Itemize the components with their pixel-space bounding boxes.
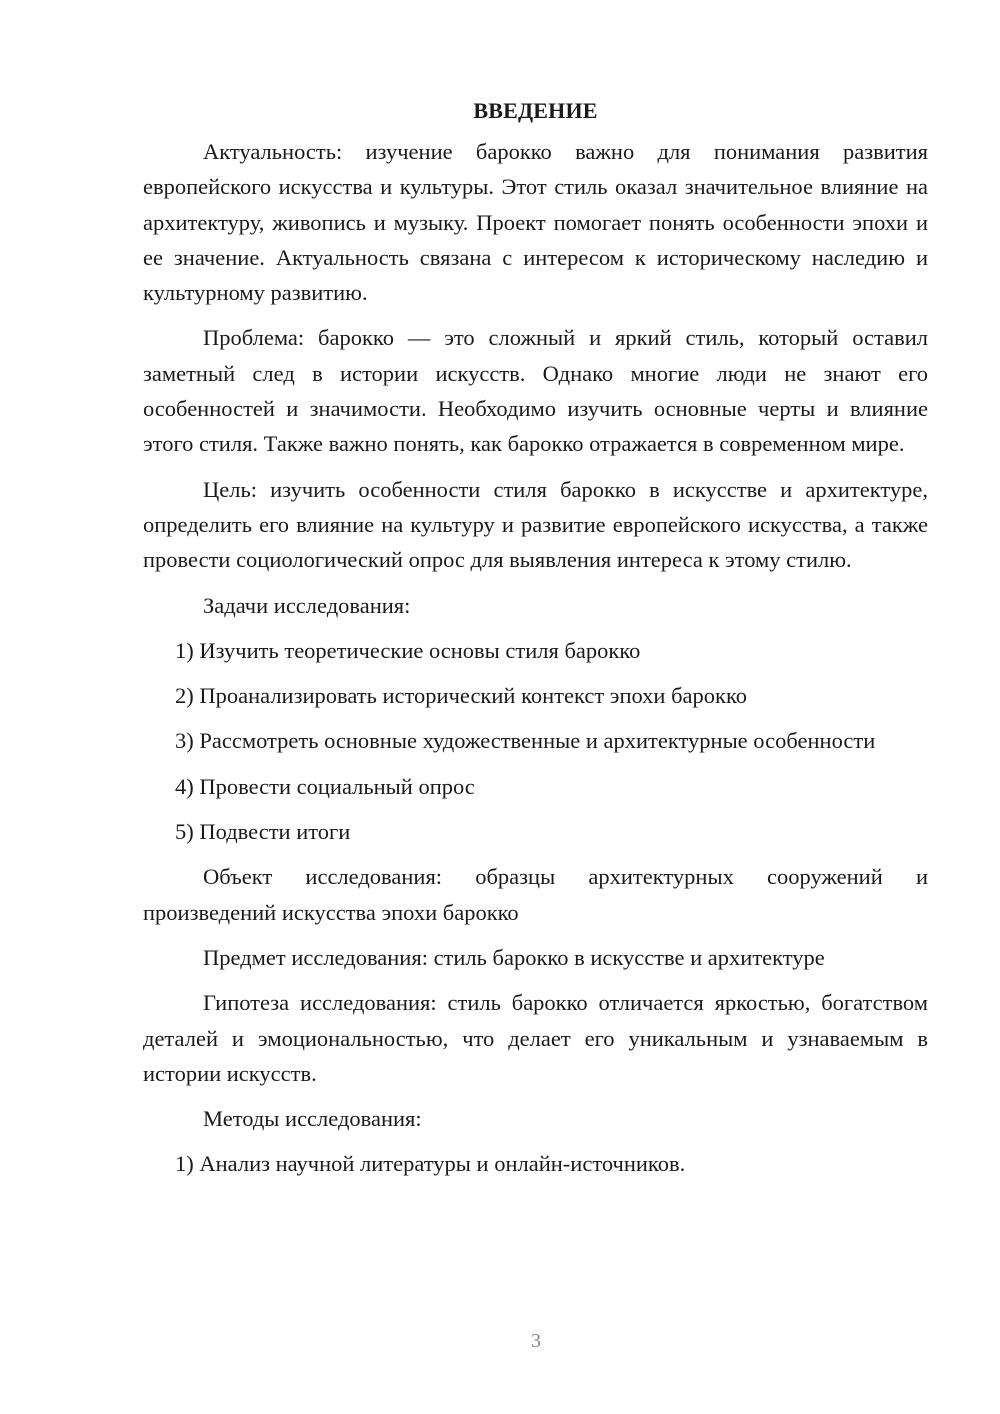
paragraph-goal: Цель: изучить особенности стиля барокко в искусстве и архитектуре, определить его влияние на культуру и развитие европейского искусства, а также провести социологический опрос для выявления интереса к этому стилю.: [143, 476, 928, 573]
task-item-3: 3) Рассмотреть основные художественные и архитектурные особенности: [175, 728, 876, 754]
section-title: ВВЕДЕНИЕ: [473, 98, 598, 123]
task-item-2: 2) Проанализировать исторический контекст эпохи барокко: [175, 683, 747, 709]
paragraph-hypothesis: Гипотеза исследования: стиль барокко отличается яркостью, богатством деталей и эмоциональностью, что делает его уникальным и узнаваемым в истории искусств.: [143, 990, 928, 1086]
paragraph-subject: Предмет исследования: стиль барокко в искусстве и архитектуре: [203, 944, 825, 970]
methods-heading: Методы исследования:: [203, 1106, 422, 1132]
paragraph-relevance: Актуальность: изучение барокко важно для понимания развития европейского искусства и культуры. Этот стиль оказал значительное влияние на архитектуру, живопись и музыку. Проект помогает понять особенности эпохи и ее значение. Актуальность связана с интересом к историческому наследию и культурному развитию.: [143, 139, 928, 306]
task-item-5: 5) Подвести итоги: [175, 819, 351, 845]
task-item-4: 4) Провести социальный опрос: [175, 773, 475, 799]
method-item-1: 1) Анализ научной литературы и онлайн-источников.: [175, 1151, 686, 1177]
tasks-heading: Задачи исследования:: [203, 592, 411, 618]
task-item-1: 1) Изучить теоретические основы стиля барокко: [175, 637, 641, 663]
page-body: [143, 95, 928, 1192]
paragraph-problem: Проблема: барокко — это сложный и яркий стиль, который оставил заметный след в истории искусств. Однако многие люди не знают его особенностей и значимости. Необходимо изучить основные черты и влияние этого стиля. Также важно понять, как барокко отражается в современном мире.: [143, 325, 928, 457]
page-number: 3: [531, 1330, 541, 1352]
paragraph-object: Объект исследования: образцы архитектурных сооружений и произведений искусства эпохи барокко: [143, 864, 928, 925]
